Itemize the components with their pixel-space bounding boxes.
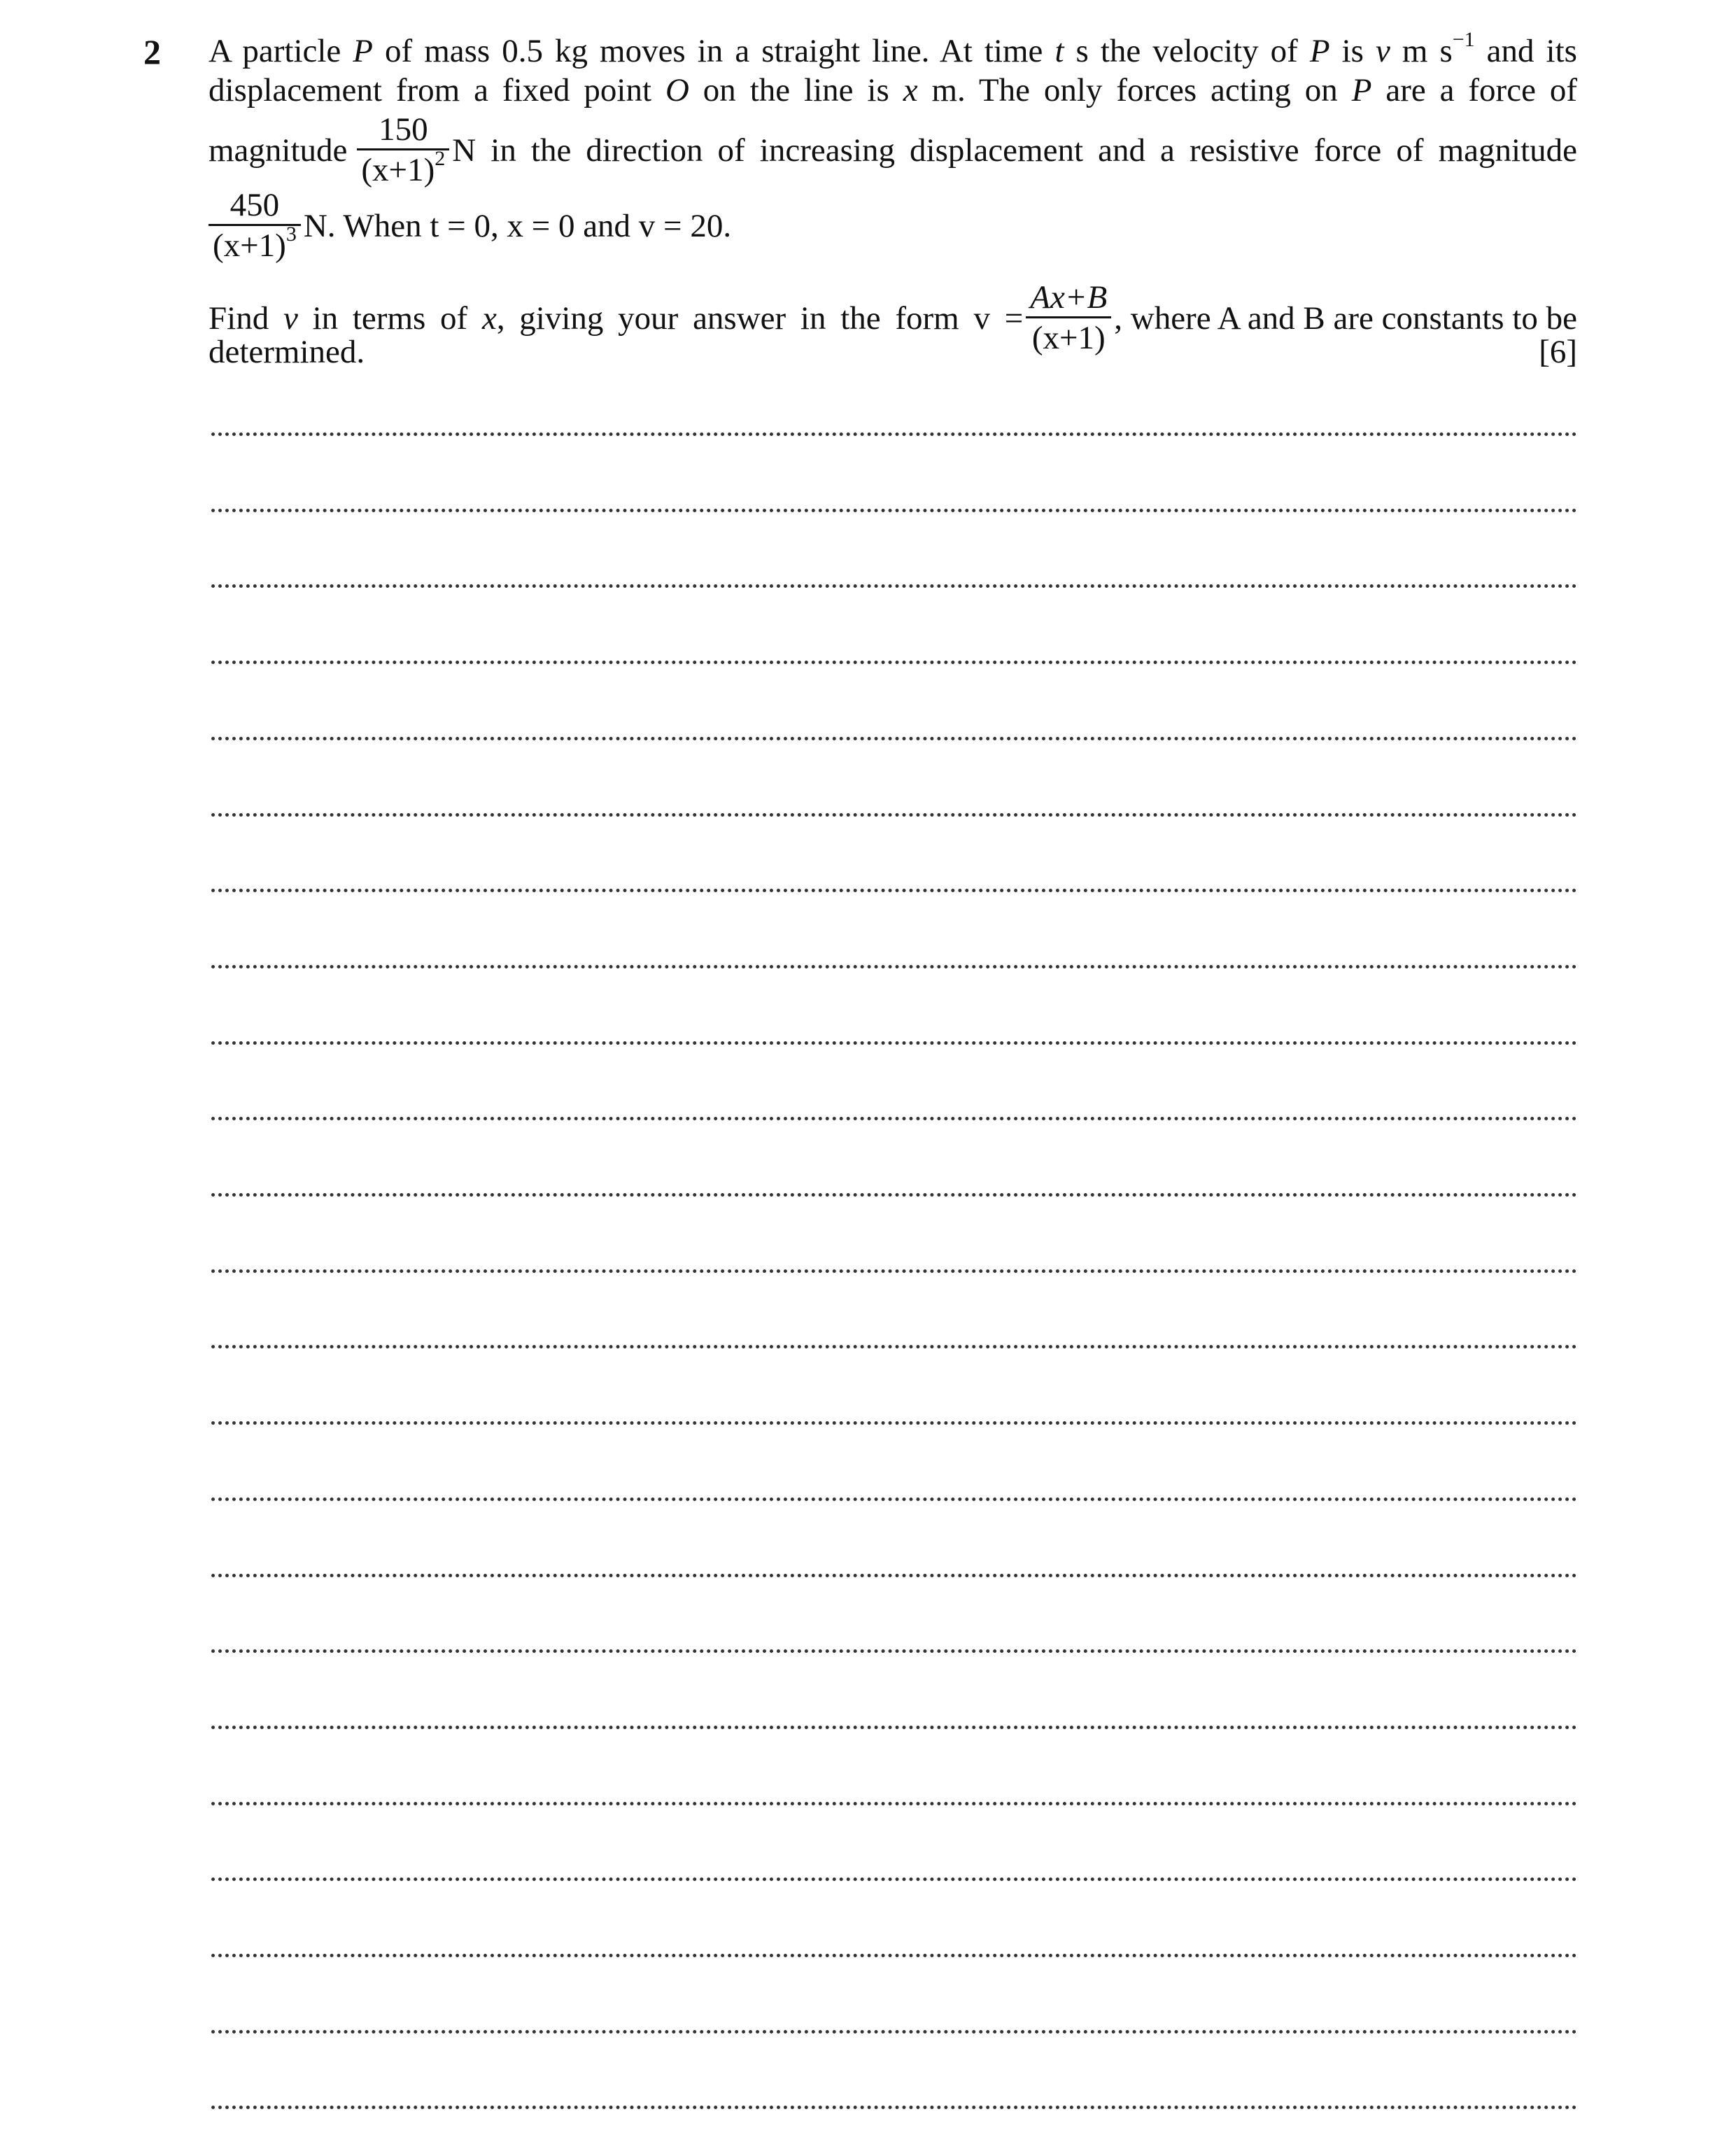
fraction-numerator: Ax+B xyxy=(1026,279,1111,318)
answer-line[interactable] xyxy=(211,1193,1577,1197)
text-span: on the line is xyxy=(689,72,903,108)
text-span: and its xyxy=(1474,33,1577,69)
unit-exponent: −1 xyxy=(1452,28,1475,51)
answer-line[interactable] xyxy=(211,1345,1577,1348)
denominator-exponent: 3 xyxy=(285,223,297,246)
text-span: displacement from a fixed point xyxy=(209,72,665,108)
question-text-line-3 xyxy=(209,111,1577,190)
answer-line[interactable] xyxy=(211,432,1577,436)
fraction-denominator xyxy=(209,223,301,265)
text-span: magnitude xyxy=(209,132,348,169)
text-span: of mass 0.5 kg moves in a straight line. At time xyxy=(373,33,1055,69)
fraction-numerator: 150 xyxy=(357,111,449,150)
variable-x: x xyxy=(903,72,918,108)
text-span: N. When t = 0, x = 0 and v = 20. xyxy=(303,207,732,244)
answer-line[interactable] xyxy=(211,2030,1577,2034)
text-span: m. The only forces acting on xyxy=(917,72,1352,108)
variable-p: P xyxy=(353,33,374,69)
fraction-150 xyxy=(357,111,449,190)
variable-v: v xyxy=(283,300,298,337)
denominator-text: (x+1) xyxy=(213,227,286,264)
answer-line[interactable] xyxy=(211,584,1577,588)
text-span: , where A and B are constants to be xyxy=(1114,300,1577,337)
text-span: Find xyxy=(209,300,283,337)
variable-p: P xyxy=(1309,33,1330,69)
denominator-text: (x+1) xyxy=(361,152,435,188)
variable-p: P xyxy=(1351,72,1372,108)
text-span: s the velocity of xyxy=(1064,33,1310,69)
answer-line[interactable] xyxy=(211,509,1577,512)
answer-line[interactable] xyxy=(211,1649,1577,1653)
fraction-numerator: 450 xyxy=(209,186,301,226)
question-text-line-6: determined. xyxy=(209,334,365,370)
answer-line[interactable] xyxy=(211,2106,1577,2109)
question-text-line-1 xyxy=(209,28,1577,71)
variable-t: t xyxy=(1054,33,1064,69)
question-text-line-4 xyxy=(209,186,1577,265)
text-span: is xyxy=(1329,33,1376,69)
answer-line[interactable] xyxy=(211,1574,1577,1577)
answer-line[interactable] xyxy=(211,965,1577,968)
answer-line[interactable] xyxy=(211,1269,1577,1273)
text-span: in terms of xyxy=(297,300,482,337)
answer-line[interactable] xyxy=(211,1117,1577,1120)
text-span: , giving your answer in the form v = xyxy=(496,300,1024,337)
answer-line[interactable] xyxy=(211,1877,1577,1881)
answer-line[interactable] xyxy=(211,1954,1577,1957)
marks-allocation: [6] xyxy=(1539,334,1577,370)
unit-text: m s xyxy=(1390,33,1453,69)
answer-line[interactable] xyxy=(211,1802,1577,1805)
question-text-line-2 xyxy=(209,70,1577,111)
denominator-exponent: 2 xyxy=(435,147,446,170)
text-span: are a force of xyxy=(1371,72,1577,108)
fraction-450 xyxy=(209,186,301,265)
variable-v: v xyxy=(1375,33,1390,69)
variable-x: x xyxy=(481,300,497,337)
answer-line[interactable] xyxy=(211,813,1577,817)
answer-line[interactable] xyxy=(211,1041,1577,1045)
answer-line[interactable] xyxy=(211,661,1577,664)
fraction-denominator xyxy=(357,147,449,190)
text-span: A particle xyxy=(209,33,353,69)
fraction-denominator: (x+1) xyxy=(1031,320,1106,356)
answer-line[interactable] xyxy=(211,889,1577,892)
answer-line[interactable] xyxy=(211,1726,1577,1729)
text-span: N in the direction of increasing displacement and a resistive force of magnitude xyxy=(452,132,1577,169)
question-number: 2 xyxy=(143,32,161,71)
answer-line[interactable] xyxy=(211,1498,1577,1501)
answer-line[interactable] xyxy=(211,1421,1577,1425)
answer-line[interactable] xyxy=(211,737,1577,740)
variable-o: O xyxy=(665,72,689,108)
